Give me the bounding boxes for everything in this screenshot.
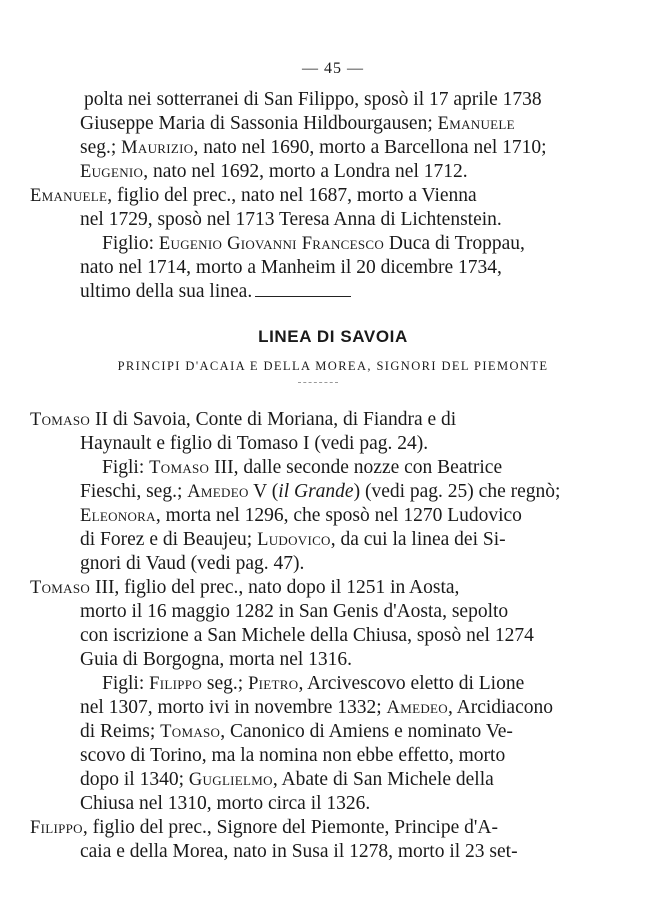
page-number: — 45 —: [302, 60, 364, 77]
person-name: Amedeo: [187, 481, 249, 502]
text-span: gnori di Vaud (vedi pag. 47).: [80, 553, 305, 574]
text-span: seg.;: [80, 137, 117, 158]
text-line: [80, 696, 553, 720]
text-line: [80, 552, 304, 576]
text-span: III, figlio del prec., nato dopo il 1251 in Aosta,: [94, 577, 460, 598]
text-span: di Reims;: [80, 721, 156, 742]
person-name: Filippo: [149, 673, 203, 694]
text-line: [80, 112, 515, 136]
epithet: il Grande: [278, 481, 354, 502]
text-span: III, dalle seconde nozze con Beatrice: [214, 457, 503, 478]
text-span: Fieschi, seg.;: [80, 481, 183, 502]
text-line: [30, 816, 498, 840]
section-subtitle: PRINCIPI D'ACAIA E DELLA MOREA, SIGNORI DEL PIEMONTE: [117, 359, 549, 373]
text-span: Giuseppe Maria di Sassonia Hildbourgausen;: [80, 113, 433, 134]
person-name: Ludovico: [257, 529, 331, 550]
text-line: [80, 600, 508, 624]
text-span: , Arcivescovo eletto di Lione: [298, 673, 525, 694]
text-span: , figlio del prec., Signore del Piemonte, Principe d'A-: [82, 817, 498, 838]
text-line: [80, 792, 370, 816]
text-span: , Canonico di Amiens e nominato Ve-: [220, 721, 513, 742]
text-span: Figlio:: [102, 233, 155, 254]
text-line: [80, 528, 506, 552]
person-name: Emanuele: [437, 113, 515, 134]
text-line: [102, 456, 502, 480]
person-name: Tomaso: [30, 409, 91, 430]
text-line: [30, 184, 477, 208]
text-span: , da cui la linea dei Si-: [330, 529, 506, 550]
text-span: polta nei sotterranei di San Filippo, sposò il 17 aprile 1738: [84, 89, 542, 110]
text-span: Chiusa nel 1310, morto circa il 1326.: [80, 793, 371, 814]
text-span: caia e della Morea, nato in Susa il 1278, morto il 23 set-: [80, 841, 518, 862]
text-span: II di Savoia, Conte di Moriana, di Fiandra e di: [94, 409, 457, 430]
person-name: Filippo: [30, 817, 83, 838]
text-span: dopo il 1340;: [80, 769, 185, 790]
section-title: LINEA DI SAVOIA: [258, 327, 408, 346]
text-line: [80, 768, 494, 792]
text-span: Haynault e figlio di Tomaso I (vedi pag. 24).: [80, 433, 429, 454]
text-line: [102, 672, 524, 696]
ornament-rule: [298, 382, 338, 383]
text-span: nato nel 1714, morto a Manheim il 20 dicembre 1734,: [80, 257, 502, 278]
text-span: seg.;: [206, 673, 244, 694]
text-line: [102, 232, 525, 256]
text-span: , figlio del prec., nato nel 1687, morto a Vienna: [107, 185, 477, 206]
person-name: Emanuele: [30, 185, 108, 206]
text-span: ) (vedi pag. 25) che regnò;: [353, 481, 561, 502]
text-line: [80, 480, 560, 504]
person-name: Guglielmo: [188, 769, 273, 790]
text-span: , Arcidiacono: [447, 697, 553, 718]
text-line: [80, 624, 534, 648]
text-span: Guia di Borgogna, morta nel 1316.: [80, 649, 353, 670]
text-line: [80, 840, 518, 864]
person-name: Amedeo: [386, 697, 448, 718]
text-span: di Forez e di Beaujeu;: [80, 529, 253, 550]
text-span: , nato nel 1692, morto a Londra nel 1712.: [143, 161, 468, 182]
text-span: nel 1729, sposò nel 1713 Teresa Anna di Lichtenstein.: [80, 209, 502, 230]
text-span: morto il 16 maggio 1282 in San Genis d'Aosta, sepolto: [80, 601, 509, 622]
text-span: V (: [253, 481, 279, 502]
person-name: Pietro: [248, 673, 299, 694]
text-span: ultimo della sua linea.: [80, 281, 253, 302]
person-name: Maurizio: [121, 137, 194, 158]
text-line: [84, 88, 542, 112]
text-line: [80, 720, 513, 744]
text-span: Figli:: [102, 673, 145, 694]
text-span: Duca di Troppau,: [388, 233, 525, 254]
text-line: [30, 576, 459, 600]
text-line: [80, 280, 252, 304]
text-line: [80, 648, 352, 672]
text-span: , nato nel 1690, morto a Barcellona nel 1710;: [193, 137, 547, 158]
person-name: Eugenio: [80, 161, 144, 182]
text-line: [80, 160, 468, 184]
text-line: [80, 136, 547, 160]
text-line: [30, 408, 456, 432]
person-name: Eugenio Giovanni Francesco: [158, 233, 385, 254]
text-line: [80, 504, 522, 528]
section-separator: [255, 296, 351, 297]
text-span: con iscrizione a San Michele della Chiusa, sposò nel 1274: [80, 625, 534, 646]
text-line: [80, 744, 505, 768]
text-span: scovo di Torino, ma la nomina non ebbe effetto, morto: [80, 745, 506, 766]
text-line: [80, 208, 502, 232]
text-span: , Abate di San Michele della: [272, 769, 494, 790]
person-name: Tomaso: [149, 457, 210, 478]
person-name: Eleonora: [80, 505, 156, 526]
text-line: [80, 256, 502, 280]
text-span: nel 1307, morto ivi in novembre 1332;: [80, 697, 382, 718]
person-name: Tomaso: [160, 721, 221, 742]
text-span: Figli:: [102, 457, 145, 478]
person-name: Tomaso: [30, 577, 91, 598]
text-line: [80, 432, 428, 456]
text-span: , morta nel 1296, che sposò nel 1270 Ludovico: [155, 505, 522, 526]
